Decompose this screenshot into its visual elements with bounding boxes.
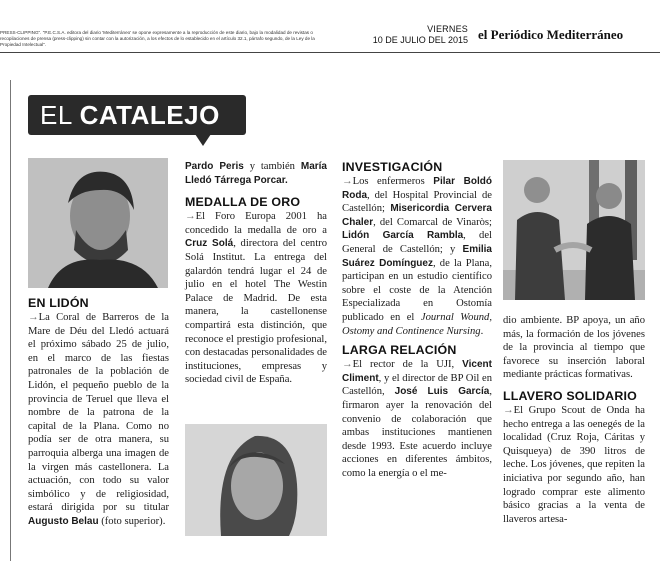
article-investigacion (342, 160, 492, 480)
heading-larga-relacion: LARGA RELACIÓN (342, 343, 457, 358)
person-name: José Luis García (394, 386, 490, 398)
arrow-icon: → (342, 176, 353, 187)
text-run: , del Hospital Provincial de Castellón; (342, 189, 492, 215)
person-name: Vicent Climent (342, 359, 492, 384)
portrait-photo-man (28, 158, 168, 288)
article-en-lidon (28, 296, 169, 529)
article-en-lidon-body (28, 311, 169, 529)
issue-full-date: 10 DE JULIO DEL 2015 (372, 35, 468, 45)
person-name: Augusto Belau (28, 515, 99, 527)
text-run: El Foro Europa 2001 ha concedido la medalla de oro a (185, 211, 327, 236)
arrow-icon: → (342, 359, 353, 371)
text-run: El rector de la UJI, (352, 359, 463, 371)
text-run: , del Comarcal de Vinaròs; (373, 216, 492, 228)
text-run: , del General de Castellón; y (342, 230, 492, 255)
article-medalla-de-oro (185, 160, 327, 387)
text-run: , directora del centro Solá Institut. La entrega del galardón tendrá lugar el 24 de julio en el hotel The Westin Palace de Madrid. De esta manera, la castellonense compartirá esta distinción, que reconoce el prestigio profesional, con destacadas personalidades de instituciones, empresas y sociedad civil de España. (185, 238, 327, 386)
section-tag-bold: CATALEJO (79, 100, 220, 130)
arrow-icon: → (28, 312, 39, 323)
article-larga-relacion-body (342, 358, 492, 480)
person-name: María Lledó Tárrega Porcar. (185, 161, 327, 186)
section-tag-pointer (195, 134, 211, 146)
handshake-photo (503, 160, 645, 300)
heading-en-lidon: EN LIDÓN (28, 296, 89, 310)
header-divider (0, 52, 660, 53)
arrow-icon: → (503, 404, 514, 416)
person-name: Cruz Solá (185, 238, 234, 250)
article-investigacion-body (342, 175, 492, 338)
continued-text: dio ambiente. BP apoya, un año más, la formación de los jóvenes de la provincia al tiempo que favorece su inserción laboral mediante prácticas formativas. (503, 315, 645, 381)
text-run: , firmaron ayer la renovación del convenio de colaboración que ambas instituciones mantienen desde 1993. Este acuerdo incluye acciones en diferentes ámbitos, como la energía o el me- (342, 386, 492, 479)
portrait-photo-woman (185, 424, 327, 536)
continued-text (185, 160, 327, 187)
person-name: Lidón García Rambla (342, 230, 464, 242)
text-run: El Grupo Scout de Onda ha hecho entrega a las oenegés de la localidad (Cruz Roja, Cáritas y Quisqueya) de 390 litros de leche. Los jóvenes, que repiten la iniciativa por segundo año, han logrado comprar este alimento básico gracias a la venta de llaveros artesa- (503, 404, 645, 525)
issue-date (350, 24, 468, 46)
text-run: y también (243, 161, 301, 172)
text-run: . (480, 325, 484, 337)
person-name: Emilia Suárez Domínguez (342, 243, 492, 269)
section-tag (28, 95, 246, 135)
section-tag-light: EL (40, 100, 80, 130)
person-name: Misericordia Cervera Chaler (342, 203, 492, 228)
page-left-rule (10, 80, 11, 561)
heading-investigacion: INVESTIGACIÓN (342, 160, 443, 174)
person-name: Pilar Boldó Roda (342, 176, 492, 201)
text-run: (foto superior). (98, 515, 166, 527)
article-llavero-body (503, 404, 645, 526)
article-medalla-body (185, 210, 327, 387)
heading-llavero-solidario: LLAVERO SOLIDARIO (503, 388, 637, 403)
newspaper-masthead: el Periódico Mediterráneo (478, 27, 624, 42)
copyright-notice: PRESS-CLIPPING". "P.E.C.S.A. editora del diario 'Mediterráneo' se opone expresamente a la reproducción de este diario, bajo la modalidad de revistas o recopilaciones de prensa (press-clipping) sin contar con la autorización, a los efectos de lo establecido en el artículo 32.1, párrafo segundo, de la Ley de la Propiedad Intelectual". (0, 30, 315, 47)
article-llavero-solidario (503, 314, 645, 526)
person-name: Pardo Peris (185, 161, 244, 172)
heading-medalla-de-oro: MEDALLA DE ORO (185, 195, 301, 210)
journal-title: Journal Wound, Ostomy and Continence Nursing (342, 311, 492, 337)
text-run: , y el director de BP Oil en Castellón, (342, 372, 492, 398)
text-run: Los enfermeros (352, 176, 434, 187)
text-run: La Coral de Barreros de la Mare de Déu del Lledó actuará el próximo sábado 25 de julio, en el marco de las fiestas patronales de la población de Lidón, el pequeño pueblo de la provincia de Teruel que lleva el nombre de la patrona de la capital de la Plana. Como no podía ser de otra manera, su parroquia alberga una imagen de la virgen más castellonera. La actuación, con todo su valor simbólico y de religiosidad, estará dirigida por su titular (28, 312, 169, 514)
text-run: , de la Plana, participan en un estudio científico sobre el coste de la Atención Especializada en Ostomía publicado en el (342, 257, 492, 323)
issue-weekday: VIERNES (427, 24, 468, 34)
arrow-icon: → (185, 211, 196, 223)
